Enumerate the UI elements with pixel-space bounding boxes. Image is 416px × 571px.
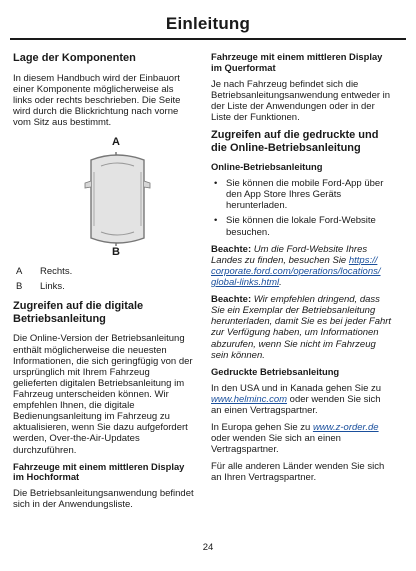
note-label: Beachte:	[211, 294, 252, 306]
legend-text: Links.	[40, 281, 65, 293]
bullet-list	[211, 178, 392, 238]
page-number: 24	[202, 542, 214, 553]
subheading-printed-manual: Gedruckte Betriebsanleitung	[211, 365, 340, 377]
section-heading-components: Lage der Komponenten	[13, 52, 136, 64]
legend-row-a	[13, 266, 195, 277]
section-heading-digital-manual: Zugreifen auf die digitale Betriebsanleitung	[13, 300, 144, 325]
list-item: • Sie können die mobile Ford-App über den App Store Ihres Geräts herunterladen.	[211, 178, 392, 211]
paragraph-portrait-display: Die Betriebsanleitungsanwendung befindet sich in der Anwendungsliste.	[13, 488, 194, 511]
legend-key: B	[16, 281, 23, 293]
list-item: • Sie können die lokale Ford-Website besuchen.	[211, 215, 392, 237]
note-end: .	[279, 277, 282, 289]
note-text: Um die Ford-Website Ihres Landes zu finden, besuchen Sie	[211, 243, 368, 266]
z-order-link[interactable]: www.z-order.de	[312, 421, 379, 433]
legend-text: Rechts.	[40, 266, 73, 278]
note-website	[211, 244, 392, 288]
subheading-portrait-display: Fahrzeuge mit einem mittleren Display im Hochformat	[13, 460, 185, 483]
paragraph-digital-manual: Die Online-Version der Betriebsanleitung enthält möglicherweise die neuesten Informationen, die sich geringfügig von der ursprünglich mit Ihrem Fahrzeug gelieferten digitalen Betriebsanleitung im Fahrzeug unterscheiden können. Wir empfehlen Ihnen, die digitale Bedienungsanleitung im Fahrzeug zu aktualisieren, wenn Sie dazu aufgefordert werden, Over-the-Air-Updates durchzuführen.	[13, 333, 193, 456]
left-column	[13, 52, 195, 517]
legend-row-b	[13, 281, 195, 292]
section-heading-printed-online: Zugreifen auf die gedruckte und die Online-Betriebsanleitung	[211, 129, 379, 154]
car-top-view-diagram	[13, 136, 195, 260]
helminc-link[interactable]: www.helminc.com	[211, 393, 288, 405]
paragraph-usa-canada: In den USA und in Kanada gehen Sie zu www.helminc.com oder wenden Sie sich an einen Vertragspartner.	[211, 382, 382, 416]
figure-label-a: A	[112, 136, 120, 149]
paragraph-landscape-display: Je nach Fahrzeug befindet sich die Betriebsanleitungsanwendung entweder in der Liste der Anwendungen oder in der Liste der Funktionen.	[211, 78, 391, 123]
figure-label-b: B	[112, 246, 120, 259]
note-text: Wir empfehlen dringend, dass Sie ein Exemplar der Betriebsanleitung herunterladen, damit Sie es bei jeder Fahrt zur Verfügung haben, um Informationen abzurufen, wenn Sie nicht im Fahrzeug sein können.	[211, 294, 392, 361]
note-download	[211, 294, 392, 361]
header-rule	[10, 38, 406, 40]
paragraph-europe: In Europa gehen Sie zu www.z-order.de oder wenden Sie sich an einen Vertragspartner.	[211, 421, 379, 456]
ford-locations-link[interactable]: https:// corporate.ford.com/operations/locations/ global-links.html	[211, 254, 381, 289]
car-outline-icon	[13, 136, 195, 260]
page-title: Einleitung	[165, 14, 251, 33]
paragraph-other-countries: Für alle anderen Länder wenden Sie sich an Ihren Vertragspartner.	[211, 461, 385, 484]
right-column	[211, 52, 392, 489]
subheading-landscape-display: Fahrzeuge mit einem mittleren Display im Querformat	[211, 51, 383, 73]
page-header	[0, 0, 416, 40]
note-label: Beachte:	[211, 243, 252, 255]
paragraph-components: In diesem Handbuch wird der Einbauort einer Komponente möglicherweise als links oder rechts beschrieben. Die Seite wird durch die Blickrichtung nach vorne vom Sitz aus bestimmt.	[13, 72, 181, 129]
legend-key: A	[16, 266, 23, 278]
subheading-online-manual: Online-Betriebsanleitung	[211, 161, 323, 173]
